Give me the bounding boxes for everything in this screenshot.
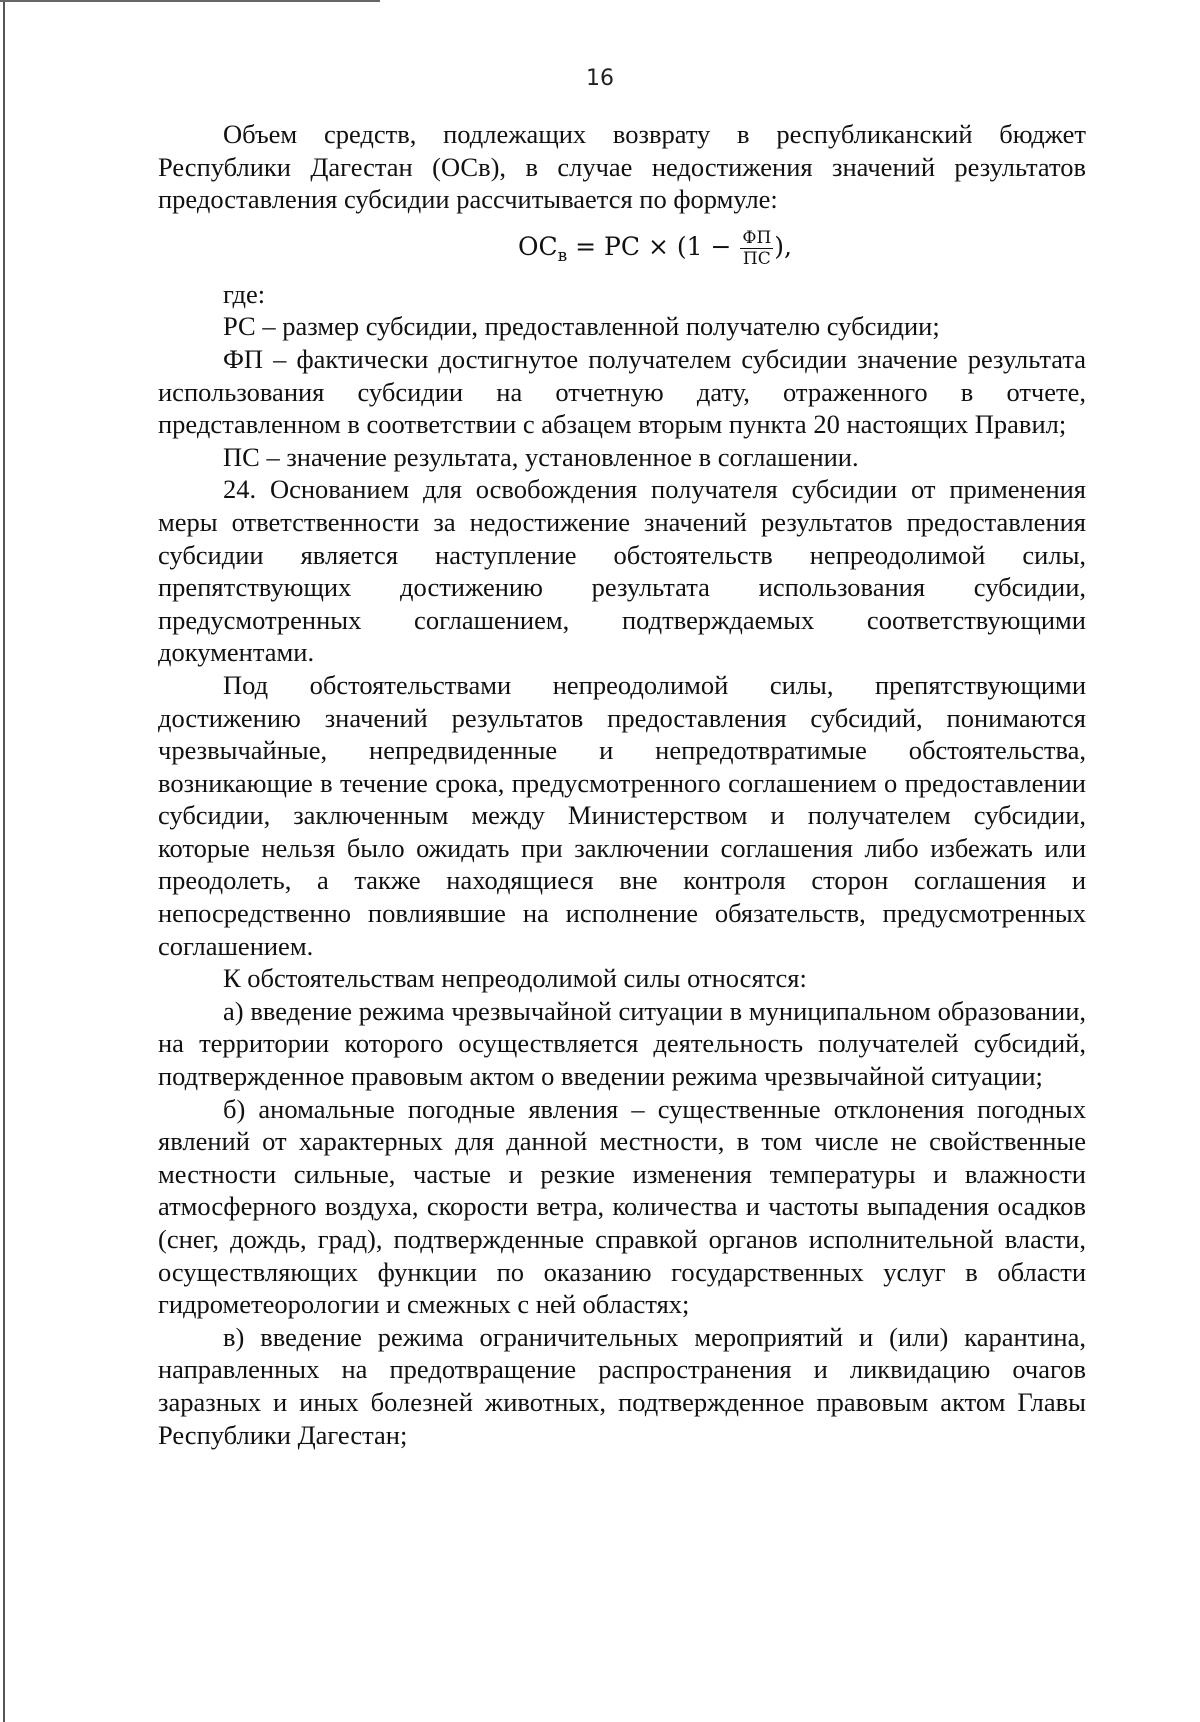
document-body bbox=[158, 118, 1086, 1451]
scan-edge-line bbox=[3, 0, 5, 1722]
formula-denominator: ПС bbox=[742, 248, 771, 269]
formula bbox=[158, 216, 1086, 278]
paragraph: 24. Основанием для освобождения получателя субсидии от применения меры ответственности за недостижение значений результатов предоставления субсидии является наступление обстоятельств непреодолимой силы, препятствующих достижению результата использования субсидии, предусмотренных соглашением, подтверждаемых соответствующими документами. bbox=[158, 474, 1086, 668]
page-number: 16 bbox=[586, 66, 614, 91]
formula-middle: = РС × (1 − bbox=[567, 231, 740, 261]
scan-top-line bbox=[0, 0, 380, 2]
paragraph: б) аномальные погодные явления – существенные отклонения погодных явлений от характерных для данной местности, в том числе не свойственные местности сильные, частые и резкие изменения температуры и влажности атмосферного воздуха, скорости ветра, количества и частоты выпадения осадков (снег, дождь, град), подтвержденные справкой органов исполнительной власти, осуществляющих функции по оказанию государственных услуг в области гидрометеорологии и смежных с ней областях; bbox=[158, 1093, 1086, 1320]
paragraph: где: bbox=[223, 278, 266, 309]
formula-tail: ), bbox=[774, 231, 792, 261]
paragraph: РС – размер субсидии, предоставленной получателю субсидии; bbox=[223, 311, 940, 342]
paragraph: ПС – значение результата, установленное в соглашении. bbox=[223, 441, 859, 472]
main-section bbox=[158, 278, 1086, 1451]
paragraph: а) введение режима чрезвычайной ситуации в муниципальном образовании, на территории которого осуществляется деятельность получателей субсидий, подтвержденное правовым актом о введении режима чрезвычайной ситуации; bbox=[158, 995, 1086, 1092]
formula-numerator: ФП bbox=[742, 227, 772, 248]
formula-lhs: ОС bbox=[518, 231, 558, 261]
paragraph: ФП – фактически достигнутое получателем субсидии значение результата использования субсидии на отчетную дату, отраженного в отчете, представленном в соответствии с абзацем вторым пункта 20 настоящих Правил; bbox=[158, 343, 1086, 440]
paragraph: Объем средств, подлежащих возврату в республиканский бюджет Республики Дагестан (ОСв), в случае недостижения значений результатов предоставления субсидии рассчитывается по формуле: bbox=[158, 119, 1086, 215]
formula-fraction bbox=[740, 228, 773, 269]
paragraph: К обстоятельствам непреодолимой силы относятся: bbox=[223, 963, 807, 994]
formula-lhs-subscript: в bbox=[557, 245, 568, 266]
paragraph: Под обстоятельствами непреодолимой силы, препятствующими достижению значений результатов предоставления субсидий, понимаются чрезвычайные, непредвиденные и непредотвратимые обстоятельства, возникающие в течение срока, предусмотренного соглашением о предоставлении субсидии, заключенным между Министерством и получателем субсидии, которые нельзя было ожидать при заключении соглашения либо избежать или преодолеть, а также находящиеся вне контроля сторон соглашения и непосредственно повлиявшие на исполнение обязательств, предусмотренных соглашением. bbox=[158, 669, 1086, 961]
intro-section bbox=[158, 118, 1086, 216]
paragraph: в) введение режима ограничительных мероприятий и (или) карантина, направленных на предотвращение распространения и ликвидацию очагов заразных и иных болезней животных, подтвержденное правовым актом Главы Республики Дагестан; bbox=[158, 1321, 1086, 1450]
